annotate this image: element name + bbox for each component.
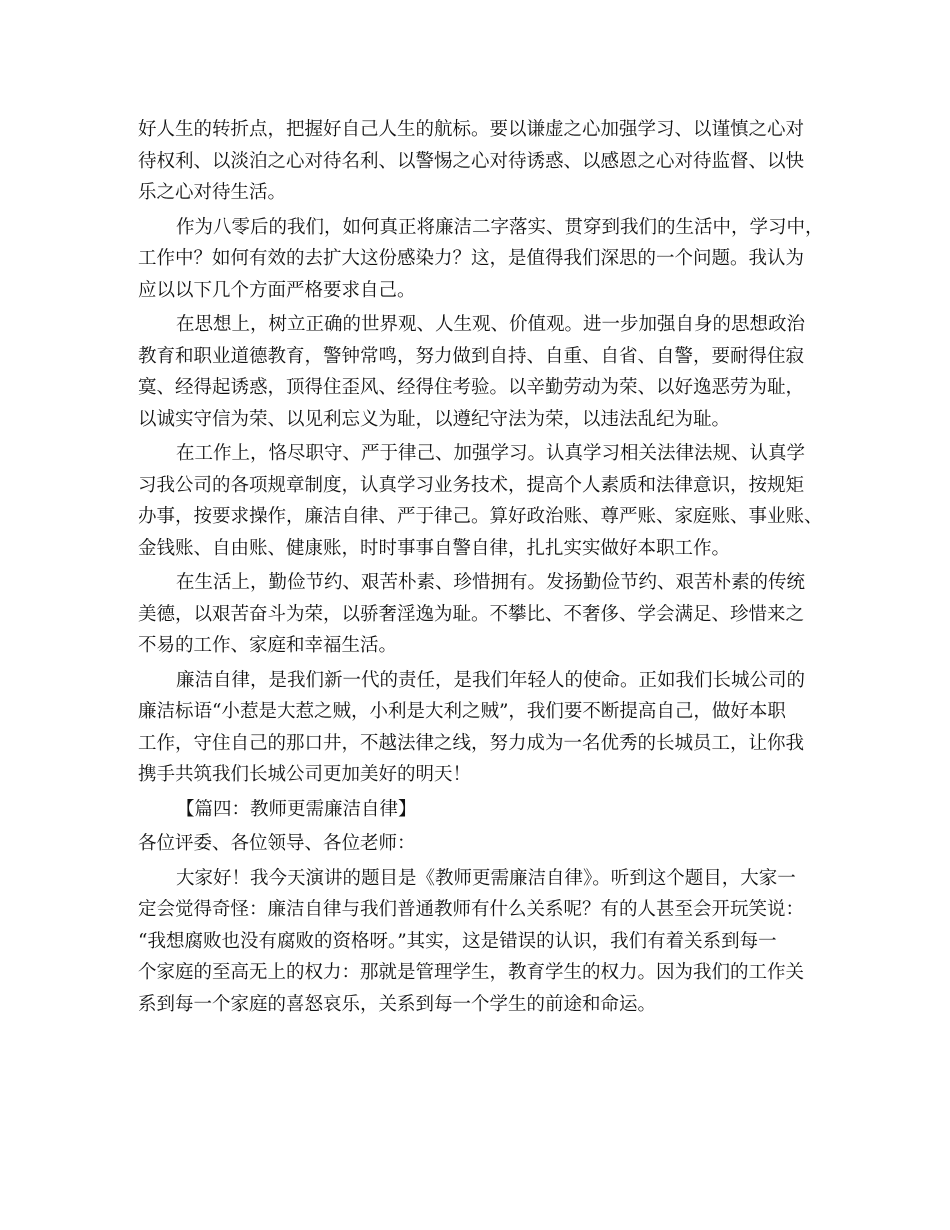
text-line: 个家庭的至高无上的权力：那就是管理学生，教育学生的权力。因为我们的工作关 [138,962,805,983]
text-line: 大家好！我今天演讲的题目是《教师更需廉洁自律》。听到这个题目，大家一 [176,867,796,889]
text-line: 教育和职业道德教育，警钟常鸣，努力做到自持、自重、自省、自警，要耐得住寂 [138,345,805,367]
text-line: 不易的工作、家庭和幸福生活。 [138,635,398,656]
text-line: 乐之心对待生活。 [138,182,287,203]
text-line: 工作，守住自己的那口井，不越法律之线，努力成为一名优秀的长城员工，让你我 [138,732,805,754]
text-line: 廉洁自律，是我们新一代的责任，是我们年轻人的使命。正如我们长城公司的 [176,669,806,691]
text-line: 廉洁标语“小惹是大惹之贼，小利是大利之贼”，我们要不断提高自己，做好本职 [138,701,786,722]
text-line: “我想腐败也没有腐败的资格呀。”其实，这是错误的认识，我们有着关系到每一 [138,930,777,952]
text-line: 在生活上，勤俭节约、艰苦朴素、珍惜拥有。发扬勤俭节约、艰苦朴素的传统 [176,572,806,593]
paragraph [138,665,828,791]
paragraph [138,114,828,209]
text-line: 金钱账、自由账、健康账，时时事事自警自律，扎扎实实做好本职工作。 [138,537,731,559]
text-line: 待权利、以淡泊之心对待名利、以警惕之心对待诱惑、以感恩之心对待监督、以快 [138,150,805,172]
paragraph [138,794,828,826]
text-line: 寞、经得起诱惑，顶得住歪风、经得住考验。以辛勤劳动为荣、以好逸恶劳为耻， [138,377,805,398]
text-line: 工作中？如何有效的去扩大这份感染力？这，是值得我们深思的一个问题。我认为 [138,248,805,269]
text-line: 携手共筑我们长城公司更加美好的明天！ [138,764,472,785]
text-line: 办事，按要求操作，廉洁自律、严于律己。算好政治账、尊严账、家庭账、事业账、 [138,506,823,527]
document-body [138,114,828,1020]
paragraph [138,863,828,1021]
paragraph [138,567,828,662]
text-line: 美德，以艰苦奋斗为荣，以骄奢淫逸为耻。不攀比、不奢侈、学会满足、珍惜来之 [138,603,805,625]
text-line: 定会觉得奇怪：廉洁自律与我们普通教师有什么关系呢？有的人甚至会开玩笑说： [138,899,805,920]
text-line: 在工作上，恪尽职守、严于律己、加强学习。认真学习相关法律法规、认真学 [176,443,806,464]
paragraph [138,309,828,435]
text-line: 系到每一个家庭的喜怒哀乐，关系到每一个学生的前途和命运。 [138,993,657,1015]
paragraph [138,212,828,307]
paragraph [138,828,828,860]
text-line: 作为八零后的我们，如何真正将廉洁二字落实、贯穿到我们的生活中，学习中， [176,216,824,238]
paragraph [138,438,828,564]
text-line: 习我公司的各项规章制度，认真学习业务技术，提高个人素质和法律意识，按规矩 [138,474,805,496]
text-line: 在思想上，树立正确的世界观、人生观、价值观。进一步加强自身的思想政治 [176,314,806,335]
text-line: 【篇四：教师更需廉洁自律】 [176,798,417,820]
text-line: 以诚实守信为荣、以见利忘义为耻，以遵纪守法为荣，以违法乱纪为耻。 [138,408,731,430]
text-line: 应以以下几个方面严格要求自己。 [138,279,416,301]
text-line: 好人生的转折点，把握好自己人生的航标。要以谦虚之心加强学习、以谨慎之心对 [138,119,805,140]
text-line: 各位评委、各位领导、各位老师： [138,833,416,854]
